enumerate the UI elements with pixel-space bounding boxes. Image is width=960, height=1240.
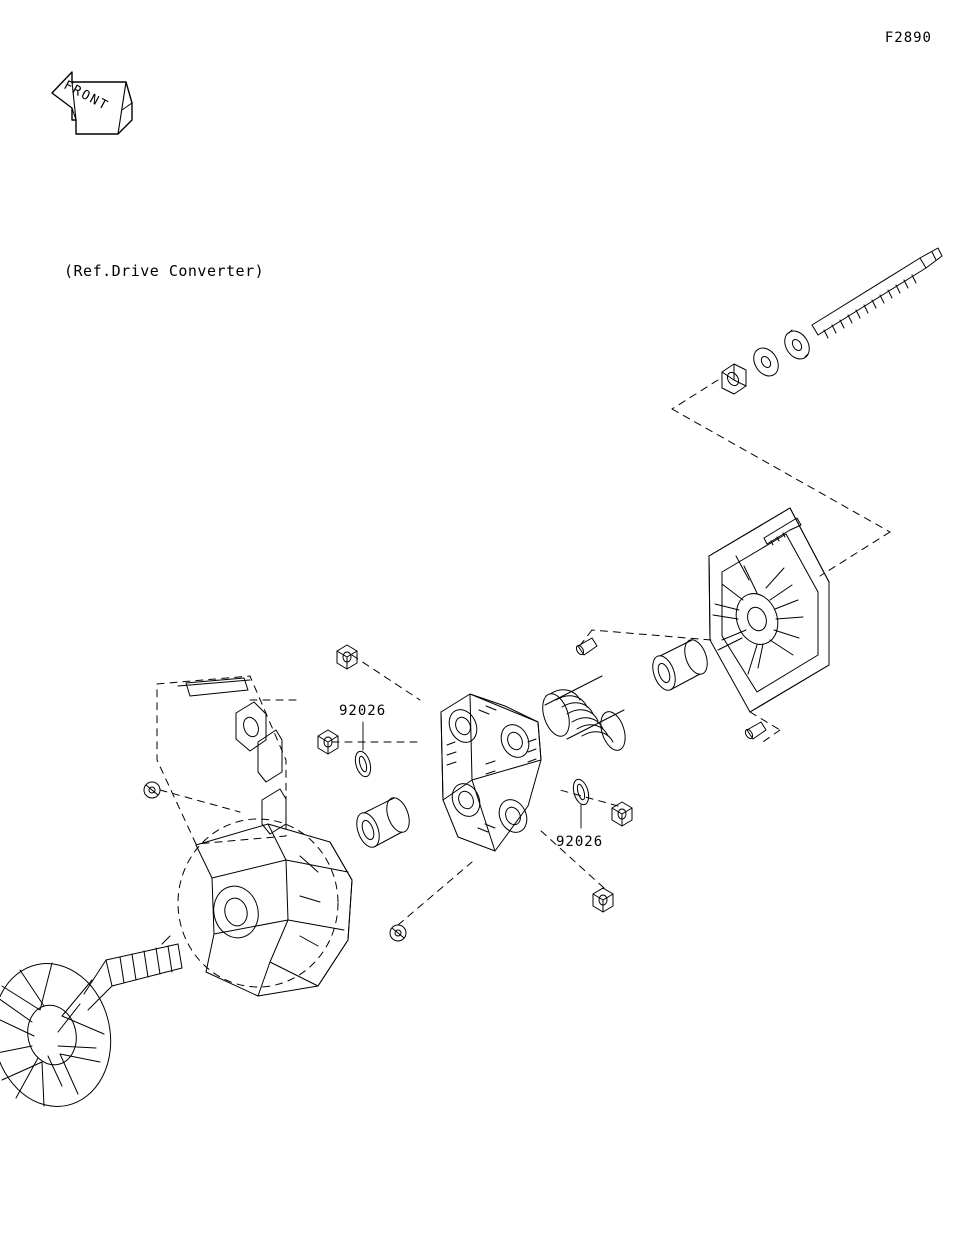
collar-bushing — [648, 637, 711, 694]
coil-spring — [538, 676, 630, 753]
part-number-callout: 92026 — [339, 703, 387, 719]
left-bracket-detail — [178, 678, 286, 834]
drive-converter-sheave — [178, 819, 352, 996]
cross-joint-body — [441, 694, 541, 851]
left-bracket-outline — [157, 676, 286, 844]
o-ring-upper — [353, 750, 374, 779]
bushing-left — [352, 795, 413, 851]
fastener-small-bottom — [390, 925, 406, 941]
pin-part-2 — [744, 722, 766, 740]
spline-hub-star — [0, 953, 124, 1118]
cover-plate-assembly — [709, 508, 829, 712]
o-ring-lower — [571, 778, 592, 807]
figure-code: F2890 — [884, 30, 932, 46]
fastener-nut-bottom — [593, 888, 613, 912]
splined-shaft-assembly — [106, 936, 182, 986]
upper-shaft-assembly — [722, 248, 942, 394]
front-arrow-label: FRONT — [60, 78, 112, 115]
pin-part — [575, 638, 597, 656]
fastener-small-left — [144, 782, 160, 798]
reference-note: (Ref.Drive Converter) — [64, 262, 265, 280]
part-number-callout: 92026 — [556, 834, 604, 850]
fastener-nut-top — [337, 645, 357, 669]
